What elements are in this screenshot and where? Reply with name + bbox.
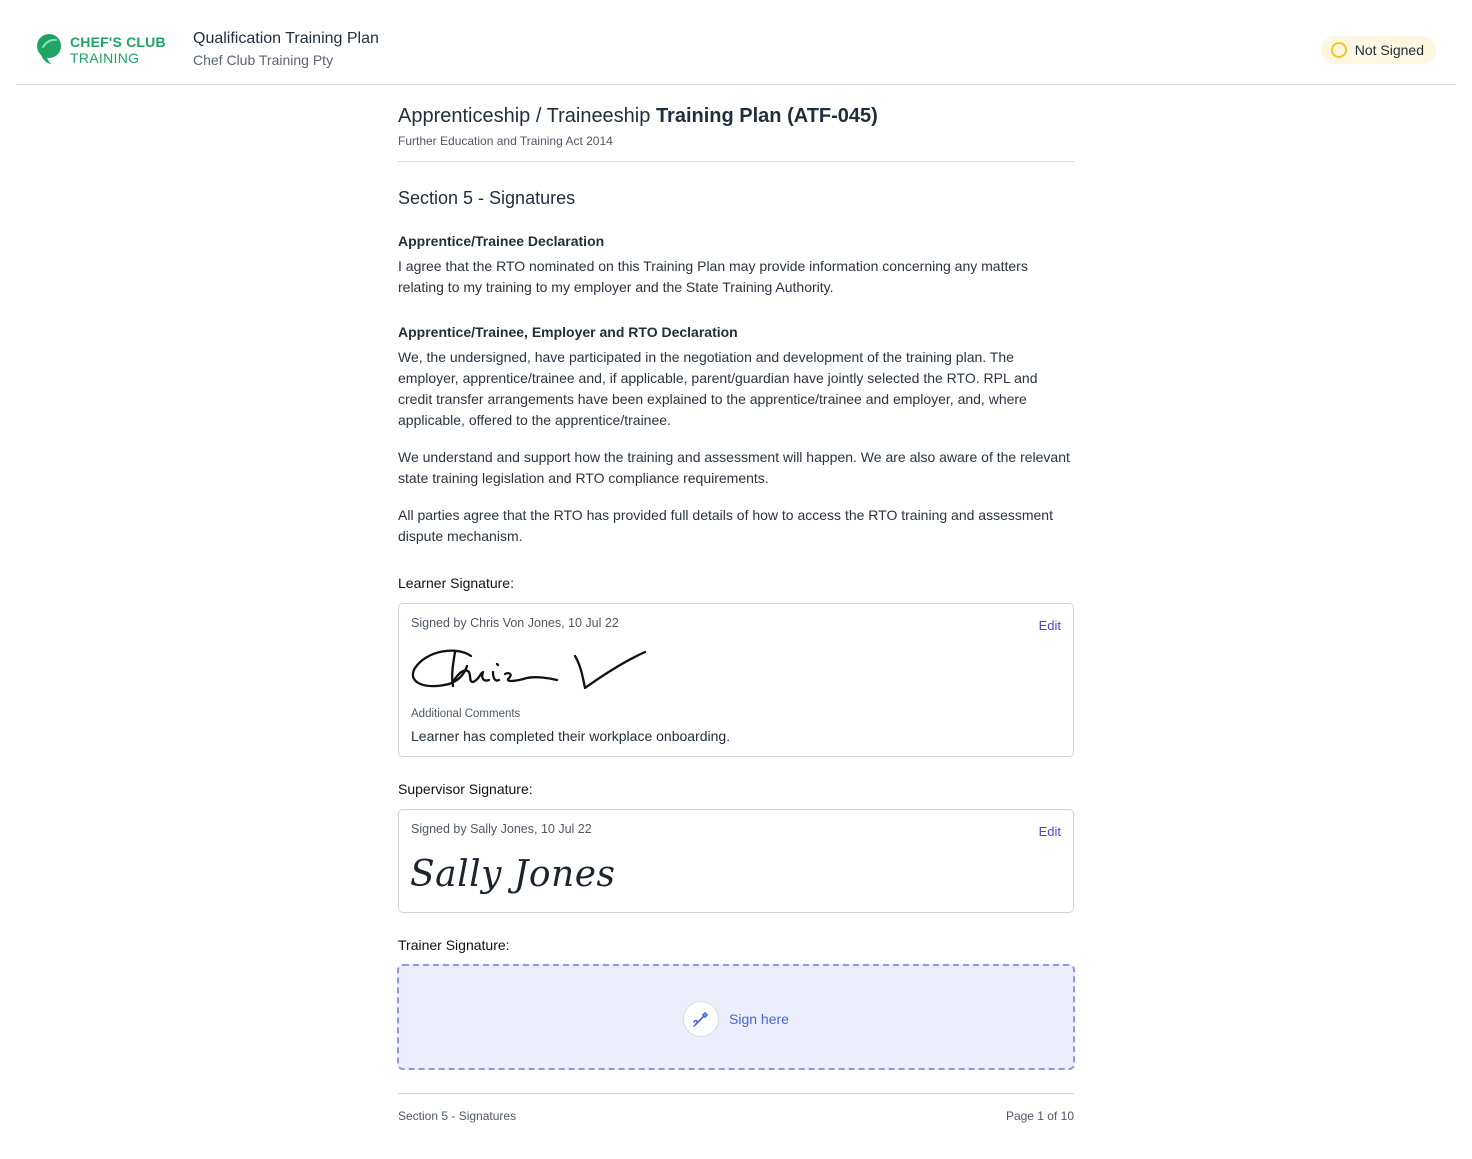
joint-declaration-para-1: We, the undersigned, have participated in the negotiation and development of the training plan. The employer, apprentice/trainee and, if applicable, parent/guardian have jointly selected the RTO. RPL and credit transfer arrangements have been explained to the apprentice/trainee and employer, and, where applicable, offered to the apprentice/trainee. [398,349,1038,428]
learner-signature-label: Learner Signature: [398,575,514,591]
brand-name [70,34,166,66]
learner-signed-by: Signed by Chris Von Jones, 10 Jul 22 [411,616,619,630]
document-subtitle: Further Education and Training Act 2014 [398,134,613,148]
declaration-text: I agree that the RTO nominated on this Training Plan may provide information concerning any matters relating to my training to my employer and the State Training Authority. [398,258,1028,295]
learner-edit-button[interactable]: Edit [1038,618,1061,633]
footer-section: Section 5 - Signatures [398,1109,517,1123]
page-indicator: Page 1 of 10 [1005,1109,1074,1123]
trainer-signature-label: Trainer Signature: [398,937,510,953]
status-pending-icon [1331,42,1347,58]
joint-declaration-heading: Apprentice/Trainee, Employer and RTO Declaration [398,324,738,340]
brand-line-1: CHEF'S CLUB [70,34,166,50]
document [398,104,1074,547]
learner-signature-card [398,603,1074,757]
declaration-heading: Apprentice/Trainee Declaration [398,233,605,249]
learner-signature-image [409,642,649,696]
joint-declaration-para-3: All parties agree that the RTO has provided full details of how to access the RTO training and assessment dispute mechanism. [398,507,1053,544]
brand-line-2: TRAINING [70,50,140,66]
chefs-club-logo-icon [34,33,64,65]
document-title-bold: Training Plan (ATF-045) [655,105,878,127]
section-title: Section 5 - Signatures [398,188,576,208]
status-badge [1321,36,1436,64]
comments-label: Additional Comments [411,708,521,720]
supervisor-signed-by: Signed by Sally Jones, 10 Jul 22 [411,822,592,836]
organization-name: Chef Club Training Pty [193,52,334,68]
status-label: Not Signed [1354,42,1424,58]
signature-pen-icon [683,1001,719,1037]
supervisor-signature-image: Sally Jones [410,854,616,895]
footer-divider [398,1093,1074,1094]
supervisor-signature-label: Supervisor Signature: [398,781,533,797]
supervisor-signature-card [398,809,1074,913]
document-title [398,104,1074,128]
trainer-sign-area[interactable] [397,964,1075,1070]
top-bar [16,0,1456,85]
divider [398,161,1074,162]
comments-text: Learner has completed their workplace onboarding. [411,728,731,744]
joint-declaration-para-2: We understand and support how the training and assessment will happen. We are also aware of the relevant state training legislation and RTO compliance requirements. [398,449,1070,486]
document-title-regular: Apprenticeship / Traineeship [398,105,651,127]
sign-here-label: Sign here [729,1011,789,1027]
supervisor-edit-button[interactable]: Edit [1038,824,1061,839]
sign-here-button[interactable] [683,1001,789,1037]
page-title: Qualification Training Plan [193,30,379,47]
